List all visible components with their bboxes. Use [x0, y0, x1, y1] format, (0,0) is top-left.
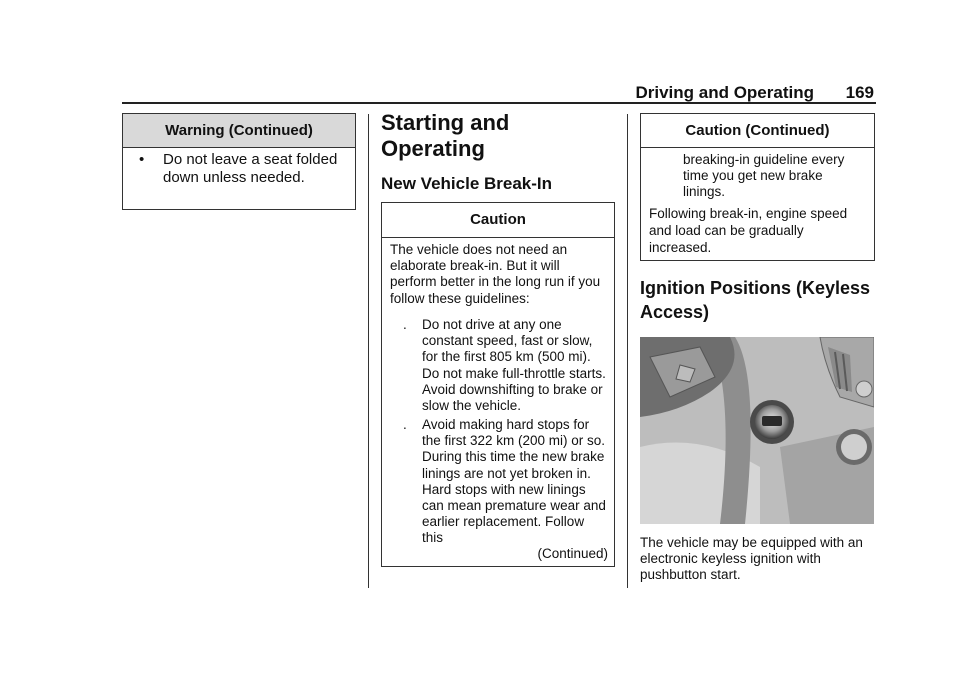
warning-box: [122, 113, 356, 210]
subsection-title: New Vehicle Break-In: [381, 174, 553, 193]
caution-intro: The vehicle does not need an elaborate break-in. But it will perform better in the long run if you follow these guidelines:: [390, 242, 601, 306]
bullet: .: [403, 317, 407, 332]
bullet: .: [403, 417, 407, 432]
warning-title: Warning (Continued): [123, 114, 355, 148]
header-section-title: Driving and Operating: [635, 83, 814, 102]
page-number: 169: [845, 83, 874, 102]
page-header: [122, 80, 876, 104]
caution-following-text: Following break-in, engine speed and load can be gradually increased.: [649, 206, 848, 255]
keyless-ignition-figure: [640, 337, 874, 524]
bullet: •: [139, 151, 145, 168]
caution-item-text: Avoid making hard stops for the first 322 km (200 mi) or so. During this time the new brake linings are not yet broken in. Hard stops with new linings can mean premature wear and earlier replacement. Follow this: [422, 417, 606, 546]
continued-label: (Continued): [537, 546, 608, 561]
column-divider: [368, 114, 369, 588]
section-title: Starting and Operating: [381, 110, 510, 161]
warning-item-text: Do not leave a seat folded down unless needed.: [163, 151, 338, 186]
steering-wheel-illustration: [640, 337, 874, 524]
caution-title: Caution: [382, 203, 614, 238]
section-title-ignition: Ignition Positions (Keyless Access): [640, 278, 871, 322]
caution-box: [381, 202, 615, 567]
column-divider: [627, 114, 628, 588]
caution-continued-title: Caution (Continued): [641, 114, 874, 148]
caution-item-text: Do not drive at any one constant speed, fast or slow, for the first 805 km (500 mi). Do not make full-throttle starts. Avoid downshifting to brake or slow the vehicle.: [422, 317, 606, 414]
figure-caption: The vehicle may be equipped with an electronic keyless ignition with pushbutton start.: [640, 535, 863, 583]
caution-continued-box: [640, 113, 875, 261]
caution-continued-text: breaking-in guideline every time you get new brake linings.: [683, 152, 845, 200]
